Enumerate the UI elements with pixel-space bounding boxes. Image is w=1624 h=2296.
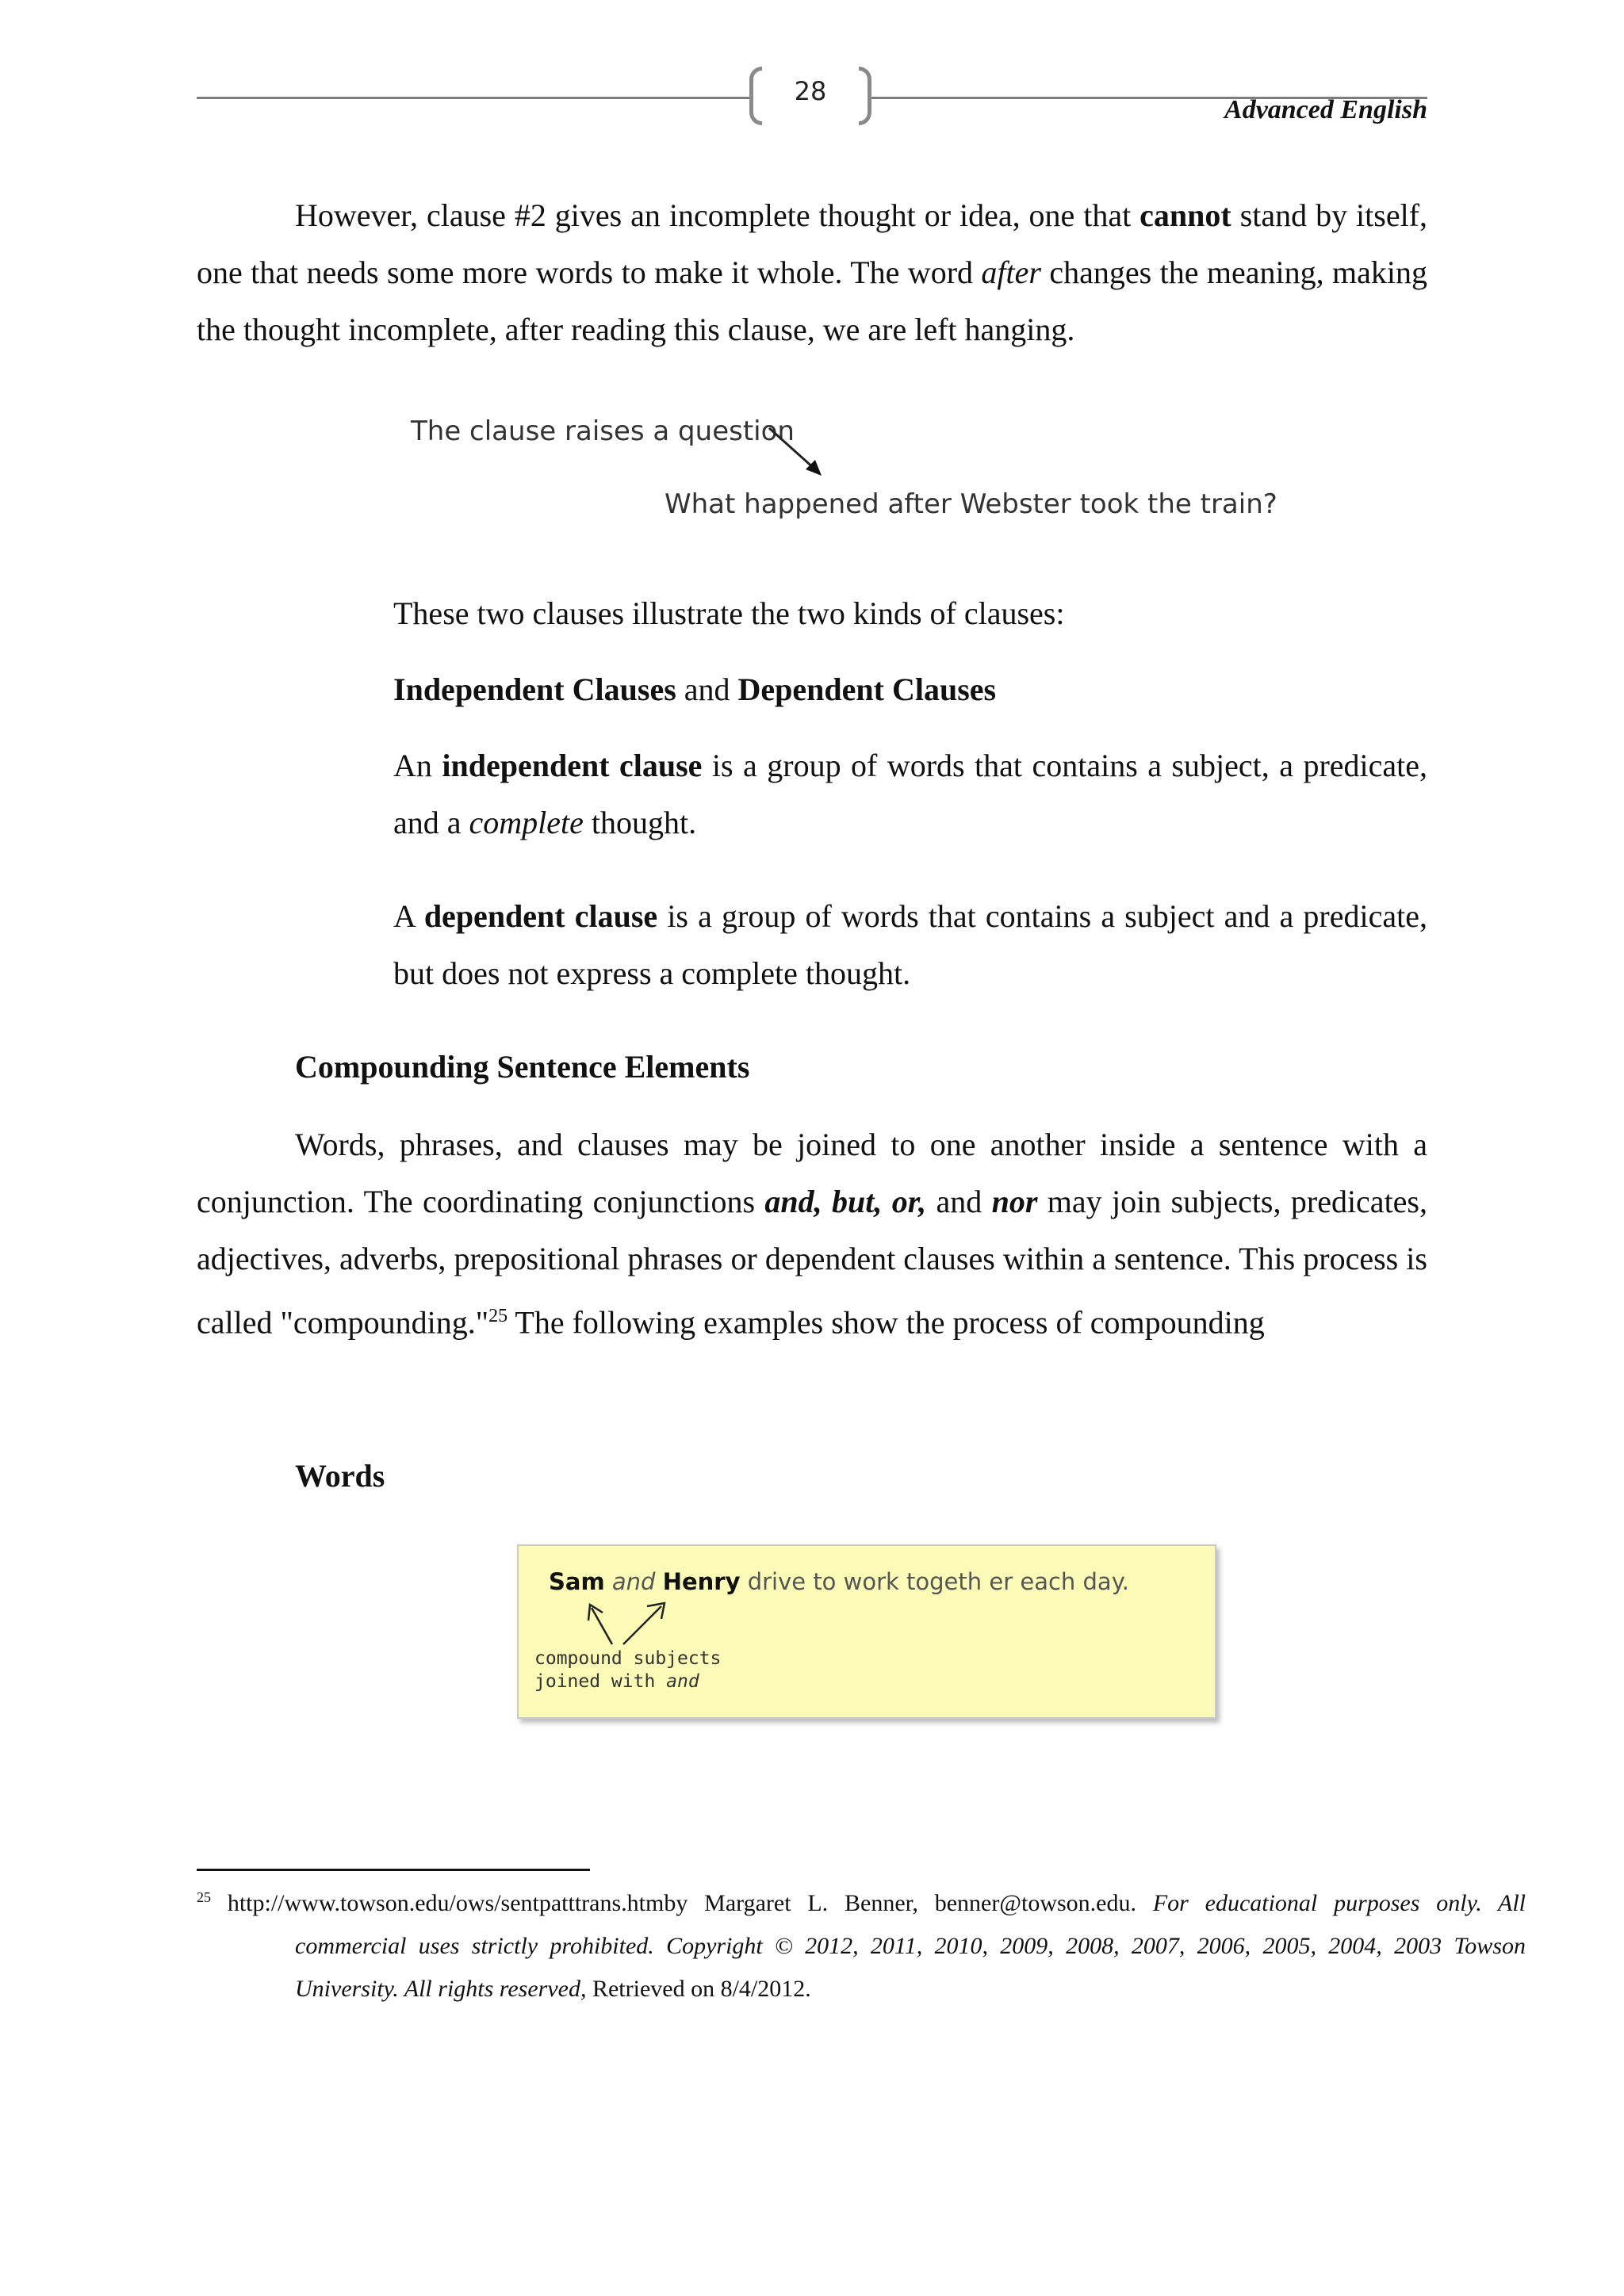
page-number-right-bracket <box>859 67 871 125</box>
footnote: $^{25}$ http://www.towson.edu/ows/sentpatttrans.htmby Margaret L. Benner, benner@towson.edu. For educational purposes only. All commercial uses strictly prohibited. Copyright © 2012, 2011, 2010, 2009, 2008, 2007, 2006, 2005, 2004, 2003 Towson University. All rights reserved, Retrieved on 8/4/2012. <box>197 1889 1526 2002</box>
example-sentence: Sam and Henry drive to work togeth er each day. <box>549 1568 1129 1595</box>
running-title: Advanced English <box>1224 95 1427 124</box>
paragraph-clause-two: However, clause #2 gives an incomplete thought or idea, one that cannot stand by itself, one that needs some more words to make it whole. The word after changes the meaning, making the thought incomplete, after reading this clause, we are left hanging. <box>197 197 1428 347</box>
arrow-icon <box>766 425 826 479</box>
compound-subjects-figure <box>517 1544 1216 1719</box>
header-rule-left <box>197 97 752 99</box>
section-heading: Compounding Sentence Elements <box>295 1049 750 1085</box>
example-note: compound subjects joined with and <box>534 1648 722 1692</box>
clause-kinds-line: Independent Clauses and Dependent Clauses <box>393 672 997 707</box>
footnote-reference[interactable]: 25 <box>488 1306 508 1326</box>
figure-question: What happened after Webster took the train? <box>665 488 1277 520</box>
pointer-arrows-icon <box>582 1598 677 1649</box>
intro-line: These two clauses illustrate the two kinds of clauses: <box>393 595 1065 631</box>
words-subheading: Words <box>295 1458 385 1494</box>
independent-clause-definition: An independent clause is a group of words that contains a subject, a predicate, and a complete thought. <box>393 748 1428 840</box>
dependent-clause-definition: A dependent clause is a group of words that contains a subject and a predicate, but does not express a complete thought. <box>393 898 1427 991</box>
page-number-left-bracket <box>749 67 762 125</box>
footnote-rule <box>197 1869 590 1871</box>
figure-clause-label: The clause raises a question <box>411 415 795 447</box>
footnote-number: 25 <box>197 1889 211 1905</box>
compounding-paragraph: Words, phrases, and clauses may be joined to one another inside a sentence with a conjunction. The coordinating conjunctions and, but, or, and nor may join subjects, predicates, adjectives, adverbs, prepositional phrases or dependent clauses within a sentence. This process is called "compounding."$^{25}$ The following examples show the process of compounding <box>197 1127 1427 1341</box>
page-number: 28 <box>794 76 827 106</box>
